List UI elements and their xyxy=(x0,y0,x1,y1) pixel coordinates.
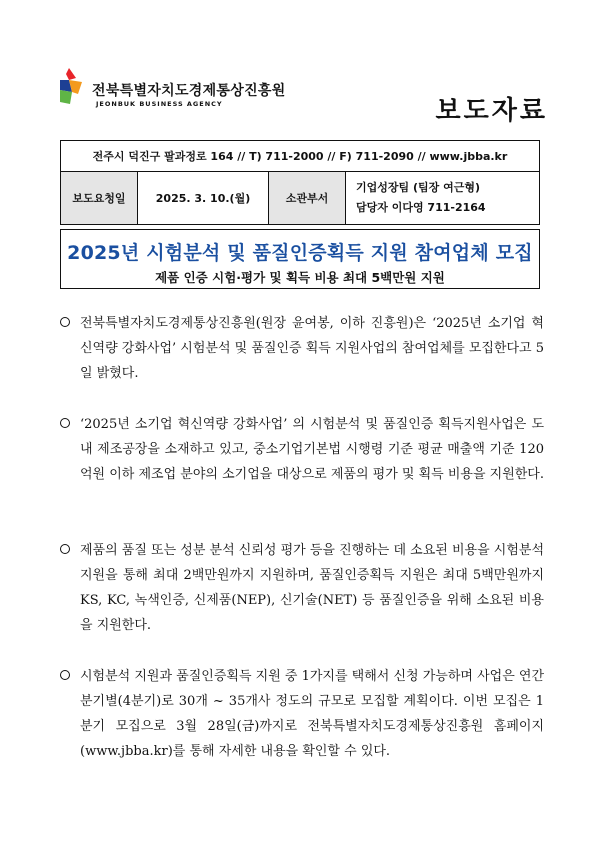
headline-subtitle: 제품 인증 시험·평가 및 획득 비용 최대 5백만원 지원 xyxy=(155,270,445,285)
agency-logo-icon xyxy=(60,68,88,104)
body-paragraph-2 xyxy=(60,412,544,487)
contact-address: 전주시 덕진구 팔과정로 164 // T) 711-2000 // F) 711-2090 // www.jbba.kr xyxy=(61,141,540,172)
document-header xyxy=(60,66,550,124)
body-paragraph-4 xyxy=(60,664,544,764)
department-contact: 담당자 이다영 711-2164 xyxy=(356,201,486,214)
body-paragraph-1 xyxy=(60,311,544,386)
department-label: 소관부서 xyxy=(269,172,346,225)
paragraph-text: 전북특별자치도경제통상진흥원(원장 윤여봉, 이하 진흥원)은 ‘2025년 소기업 혁신역량 강화사업’ 시험분석 및 품질인증 획득 지원사업의 참여업체를 모집한다고 5일 밝혔다. xyxy=(80,316,545,381)
body-paragraph-3 xyxy=(60,538,544,638)
department-info xyxy=(346,172,540,225)
org-name-english: JEONBUK BUSINESS AGENCY xyxy=(96,100,223,108)
request-date-value: 2025. 3. 10.(월) xyxy=(138,172,269,225)
department-team: 기업성장팀 (팀장 여근형) xyxy=(356,181,480,194)
paragraph-text: 시험분석 지원과 품질인증획득 지원 중 1가지를 택해서 신청 가능하며 사업은 연간 분기별(4분기)로 30개 ~ 35개사 정도의 규모로 모집할 계획이다. 이번 모집은 1분기 모집으로 3월 28일(금)까지로 전북특별자치도경제통상진흥원 홈페이지(www.jbba.kr)를 통해 자세한 내용을 확인할 수 있다. xyxy=(80,669,545,759)
circle-bullet-icon xyxy=(60,670,70,680)
contact-info-table xyxy=(60,140,540,225)
circle-bullet-icon xyxy=(60,317,70,327)
headline-box xyxy=(60,229,540,289)
circle-bullet-icon xyxy=(60,418,70,428)
circle-bullet-icon xyxy=(60,544,70,554)
headline-title: 2025년 시험분석 및 품질인증획득 지원 참여업체 모집 xyxy=(67,242,533,264)
org-name: 전북특별자치도경제통상진흥원 xyxy=(92,83,286,99)
request-date-label: 보도요청일 xyxy=(61,172,138,225)
document-type-title: 보도자료 xyxy=(435,96,548,126)
paragraph-text: 제품의 품질 또는 성분 분석 신뢰성 평가 등을 진행하는 데 소요된 비용을 시험분석 지원을 통해 최대 2백만원까지 지원하며, 품질인증획득 지원은 최대 5백만원까지 KS, KC, 녹색인증, 신제품(NEP), 신기술(NET) 등 품질인증을 위해 소요된 비용을 지원한다. xyxy=(80,543,545,633)
paragraph-text: ‘2025년 소기업 혁신역량 강화사업’ 의 시험분석 및 품질인증 획득지원사업은 도내 제조공장을 소재하고 있고, 중소기업기본법 시행령 기준 평균 매출액 기준 120억원 이하 제조업 분야의 소기업을 대상으로 제품의 평가 및 획득 비용을 지원한다. xyxy=(80,417,545,482)
